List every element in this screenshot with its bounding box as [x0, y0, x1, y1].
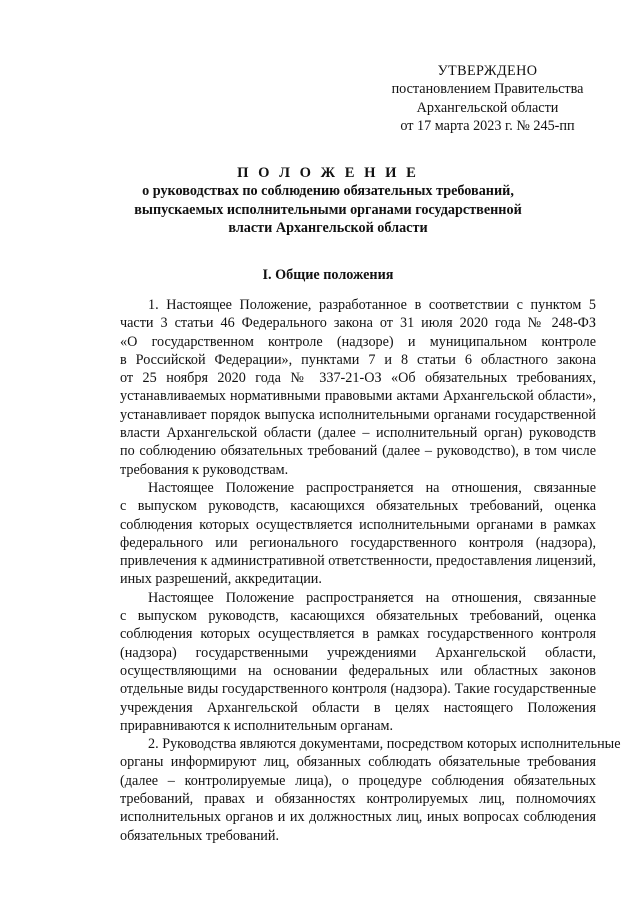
text-line: с выпуском руководств, касающихся обязательных требований, оценка [120, 608, 596, 625]
document-subtitle-line: выпускаемых исполнительными органами государственной [134, 201, 522, 218]
text-line: (надзора) государственными учреждениями Архангельской области, [120, 644, 596, 661]
text-line: органы информируют лиц, обязанных соблюдать обязательные требования [120, 754, 596, 771]
paragraph-4 [120, 735, 621, 845]
approval-line: Архангельской области [416, 99, 559, 116]
paragraph-1 [120, 296, 596, 479]
text-line: власти Архангельской области (далее – исполнительный орган) руководств [120, 425, 596, 442]
approval-date-line: от 17 марта 2023 г. № 245-пп [400, 117, 575, 134]
approval-heading: УТВЕРЖДЕНО [437, 63, 538, 79]
text-line: отдельные виды государственного контроля (надзора). Такие государственные [120, 681, 596, 698]
text-line: 1. Настоящее Положение, разработанное в соответствии с пунктом 5 [148, 297, 596, 313]
document-title: П О Л О Ж Е Н И Е [237, 165, 419, 181]
text-line: Настоящее Положение распространяется на отношения, связанные [148, 589, 596, 606]
text-line: соблюдения которых осуществляется исполнительными органами в рамках [120, 516, 596, 533]
text-line: «О государственном контроле (надзоре) и муниципальном контроле [120, 333, 596, 350]
text-line: части 3 статьи 46 Федерального закона от 31 июля 2020 года № 248-ФЗ [120, 315, 596, 332]
paragraph-2 [120, 479, 596, 589]
approval-line: постановлением Правительства [391, 81, 584, 98]
text-line: привлечения к административной ответственности, предоставления лицензий, [120, 553, 596, 570]
text-line: иных разрешений, аккредитации. [120, 571, 322, 588]
document-title-block [100, 164, 556, 237]
text-line: соблюдения которых осуществляется в рамках государственного контроля [120, 626, 596, 643]
document-subtitle-line: о руководствах по соблюдению обязательных требований, [142, 183, 514, 200]
text-line: в Российской Федерации», пунктами 7 и 8 статьи 6 областного закона [120, 351, 596, 368]
text-line: требований, правах и обязанностях контролируемых лиц, полномочиях [120, 791, 596, 808]
document-subtitle-line: власти Архангельской области [228, 219, 428, 236]
text-line: устанавливает порядок выпуска исполнительными органами государственной [120, 406, 596, 423]
document-body [120, 296, 621, 845]
section-heading: I. Общие положения [262, 267, 394, 283]
text-line: от 25 ноября 2020 года № 337-21-ОЗ «Об обязательных требованиях, [120, 370, 596, 387]
text-line: приравниваются к исполнительным органам. [120, 717, 394, 734]
text-line: 2. Руководства являются документами, посредством которых исполнительные [148, 736, 621, 753]
text-line: с выпуском руководств, касающихся обязательных требований, оценка [120, 498, 596, 515]
approval-stamp [380, 62, 595, 135]
text-line: осуществляющими на основании федеральных или областных законов [120, 662, 596, 679]
text-line: (далее – контролируемые лица), о процедуре соблюдения обязательных [120, 772, 596, 789]
text-line: Настоящее Положение распространяется на отношения, связанные [148, 479, 596, 496]
text-line: учреждения Архангельской области в целях настоящего Положения [120, 699, 596, 716]
text-line: требования к руководствам. [120, 461, 289, 478]
text-line: по соблюдению обязательных требований (далее – руководство), в том числе [120, 443, 596, 460]
paragraph-3 [120, 589, 596, 735]
text-line: федерального или регионального государственного контроля (надзора), [120, 534, 596, 551]
text-line: исполнительных органов и их должностных лиц, иных вопросах соблюдения [120, 809, 596, 826]
text-line: обязательных требований. [120, 827, 280, 844]
text-line: устанавливаемых нормативными правовыми актами Архангельской области», [120, 388, 596, 405]
